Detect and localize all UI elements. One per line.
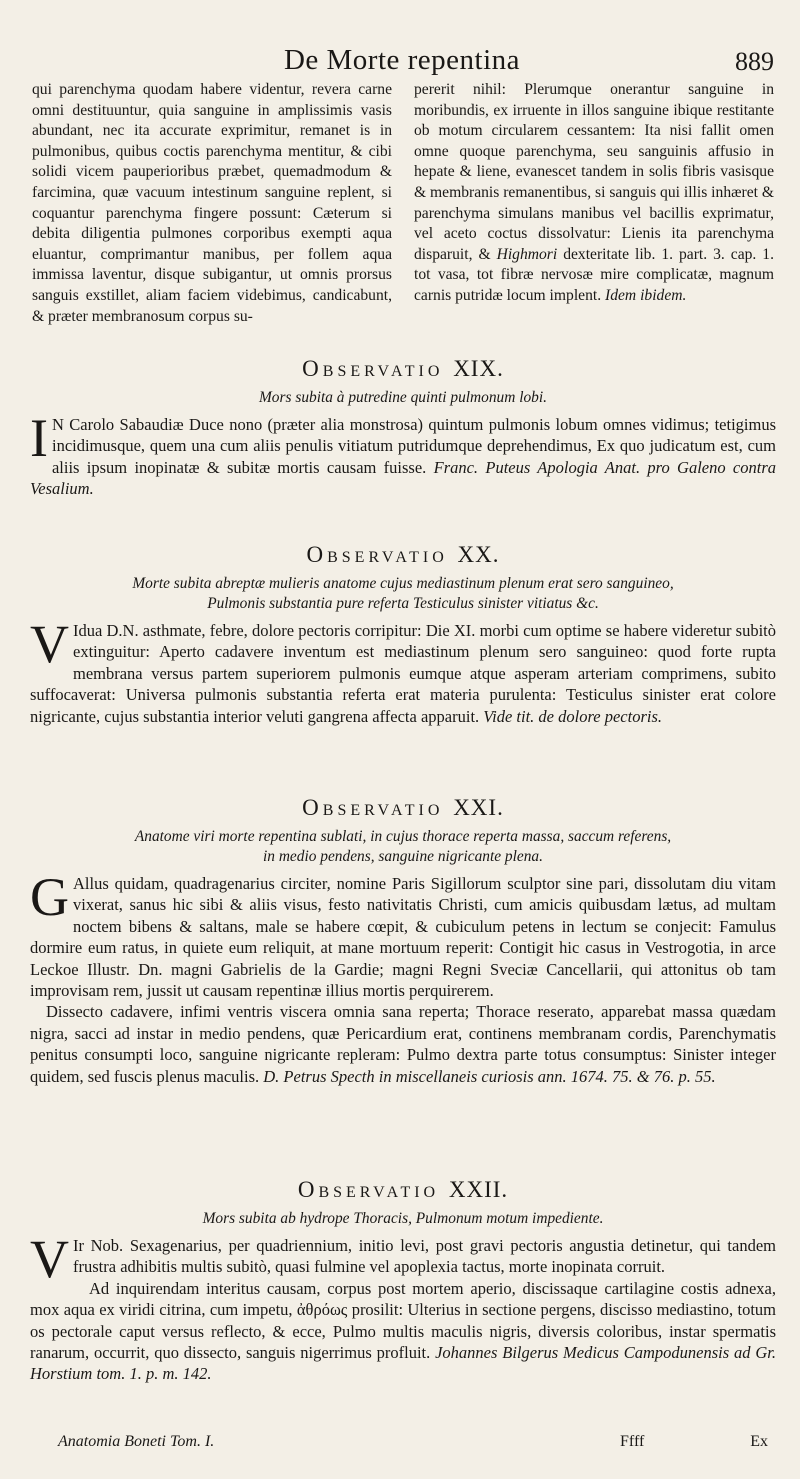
drop-cap: V [30, 614, 69, 674]
observation-body [30, 408, 776, 500]
observation-paragraph [30, 408, 776, 500]
observation-22 [30, 1177, 776, 1385]
observation-number: XXI. [453, 795, 504, 820]
citation: Johannes Bilgerus Medicus Campodunensis ad Gr. Horstium tom. 1. p. m. 142. [30, 1343, 777, 1384]
subtitle-line: Pulmonis substantia pure referta Testiculus sinister vitiatus &c. [207, 595, 599, 612]
subtitle-line: in medio pendens, sanguine nigricante plena. [263, 848, 543, 865]
paragraph-text: Ir Nob. Sexagenarius, per quadriennium, initio levi, post gravi pectoris angustia detinetur, qui tandem frustra adhibitis multis subitò, quasi fulmine vel apoplexia tactus, morte inopinata corruit. [73, 1236, 776, 1277]
right-column-text-2: dexteritate lib. 1. part. 3. cap. 1. tot vasa, tot fibræ nervosæ mire complicatæ, magnum carnis putridæ locum implent. [414, 245, 774, 304]
subtitle-line: Anatome viri morte repentina sublati, in cujus thorace reperta massa, saccum referens, [134, 828, 672, 845]
observation-heading [30, 795, 776, 821]
page-number: 889 [735, 47, 774, 76]
citation: D. Petrus Specth in miscellaneis curiosis ann. 1674. 75. & 76. p. 55. [263, 1066, 716, 1086]
observation-subtitle [30, 574, 776, 614]
catchword: Ex [750, 1433, 768, 1450]
gathering-signature: Ffff [620, 1433, 645, 1450]
subtitle-line: Mors subita à putredine quinti pulmonum lobi. [258, 389, 547, 406]
two-column-section [32, 80, 774, 330]
observation-paragraph [30, 867, 776, 1001]
observation-heading [30, 356, 776, 382]
observation-label: Observatio [297, 1177, 440, 1202]
subtitle-line: Morte subita abreptæ mulieris anatome cujus mediastinum plenum erat sero sanguineo, [132, 575, 674, 592]
observation-subtitle [30, 1209, 776, 1229]
observation-body [30, 1229, 777, 1385]
observation-number: XX. [457, 542, 500, 567]
paragraph-text: Allus quidam, quadragenarius circiter, nomine Paris Sigillorum sculptor sine pari, dissolutam diu vitam vixerat, sanus hic sibi & aliis visus, festo nativitatis Christi, cum amicis quibusdam lætus, ad multam noctem bibens & saltans, male se habere cœpit, & cubiculum petens in lectum se conjecit: Famulus dormire eum ratus, in quiete eum reliquit, at mane mortuum reperit: Contigit hic casus in Vestrogotia, in arce Leckoe Illustr. Dn. magni Gabrielis de la Gardie; magni Regni Sveciæ Cancellarii, qui attonitus ob tam improvisam rem, jussit ut causam repentinæ illius mortis perquirerem. [30, 874, 776, 1001]
observation-subtitle [30, 388, 776, 408]
paragraph-text: Ad inquirendam interitus causam, corpus post mortem aperio, discissaque cartilagine costis adnexa, mox aqua ex viridi citrina, cum impetu, ἀθρόως prosilit: Ulterius in sectione pergens, discisso mediastino, totum os pectorale caput versus reflecto, & ecce, Pulmo multis maculis nigris, diversis coloribus, instar spermatis ranarum, occurrit, quo dissecto, sanguis nigerrimus profluit. [30, 1278, 776, 1363]
citation: Franc. Puteus Apologia Anat. pro Galeno contra Vesalium. [30, 457, 776, 499]
observation-paragraph [30, 614, 776, 727]
drop-cap: V [30, 1229, 69, 1289]
observation-body [30, 614, 776, 727]
right-column-citation: Idem ibidem. [605, 286, 687, 304]
right-column-paragraph [414, 80, 774, 307]
observation-subtitle [30, 827, 776, 867]
observation-label: Observatio [302, 356, 444, 381]
paragraph-text: Dissecto cadavere, infimi ventris viscera omnia sana reperta; Thorace reserato, apparebat massa quædam nigra, sacci ad instar in medio pendens, quæ Pericardium erat, continens membranam cordis, Parenchymatis penitus consumpti loco, sanguine nigricante repleram: Pulmo dextra parte totus consumptus: Sinister integer quidem, sed fuscis plenus maculis. [30, 1002, 776, 1086]
subtitle-line: Mors subita ab hydrope Thoracis, Pulmonum motum impediente. [202, 1210, 604, 1227]
page-footer [58, 1433, 768, 1457]
left-column [32, 80, 392, 330]
observation-heading [30, 542, 776, 568]
running-title: De Morte repentina [283, 44, 521, 76]
observation-paragraph [30, 1001, 776, 1087]
drop-cap: I [30, 408, 48, 468]
observation-body [30, 867, 776, 1087]
observation-label: Observatio [306, 542, 448, 567]
observation-paragraph [30, 1278, 776, 1385]
left-column-text: qui parenchyma quodam habere videntur, revera carne omni destituuntur, quia sanguine in amplissimis vasis abundant, nec ita accurate exprimitur, remanet is in pulmonibus, quibus coctis parenchyma mentitur, & cibi solidi vicem pauperioribus præbet, quemadmodum & farcimina, quæ vacuum intestinum sanguine replent, si coquantur parenchyma fingere possunt: Cæterum si debita diligentia pulmones corporibus exempti aqua eluantur, comprimantur manibus, per follem aqua immissa laventur, disque subigantur, ut omnis prorsus sanguis exstillet, aliam faciem videbimus, candicabunt, & præter membranosum corpus su- [32, 81, 392, 325]
signature-mark: Anatomia Boneti Tom. I. [58, 1433, 215, 1450]
paragraph-text: N Carolo Sabaudiæ Duce nono (præter alia monstrosa) quintum pulmonis lobum omnes vidimus; tetigimus incidimusque, quem una cum aliis penulis vitiatum putridumque deprehendimus, Ex quo judicatum est, cum aliis ipsum inopinatæ & subitæ mortis causam fuisse. [51, 415, 776, 477]
citation: Vide tit. de dolore pectoris. [483, 706, 662, 726]
right-column-text: pererit nihil: Plerumque onerantur sanguine in moribundis, ex irruente in illos sanguine ibique restitante ob motum circularem cessantem: Ita nisi fallit omen omne quoque parenchyma, seu sanguinis affusio in hepate & liene, evanescet tandem in solis fibris vasisque & membranis remanentibus, si sanguis qui illis inhæret & parenchyma simulans manibus vel bacillis exprimatur, vel aceto coctus dissolvatur: Lienis ita parenchyma disparuit, & [414, 81, 774, 263]
right-column [414, 80, 774, 330]
observation-number: XXII. [448, 1177, 509, 1202]
observation-20 [30, 542, 776, 727]
right-column-name: Highmori [496, 245, 558, 263]
paragraph-text: Idua D.N. asthmate, febre, dolore pectoris corripitur: Die XI. morbi cum optime se habere videretur subitò extinguitur: Aperto cadavere inventum est mediastinum plenum sero sanguineo: quod forte rupta membrana versus partem superiorem pulmonis eumque atque asperam arteriam comprimens, subito suffocaverat: Universa pulmonis substantia referta erat materia purulenta: Testiculus sinister erat colore nigricante, cujus substantia interior veluti gangrena affecta apparuit. [30, 621, 776, 726]
observation-number: XIX. [453, 356, 504, 381]
observation-label: Observatio [302, 795, 444, 820]
drop-cap: G [30, 867, 69, 927]
observation-19 [30, 356, 776, 500]
observation-paragraph [30, 1229, 776, 1289]
observation-heading [30, 1177, 776, 1203]
observation-21 [30, 795, 776, 1087]
running-head [30, 44, 774, 80]
